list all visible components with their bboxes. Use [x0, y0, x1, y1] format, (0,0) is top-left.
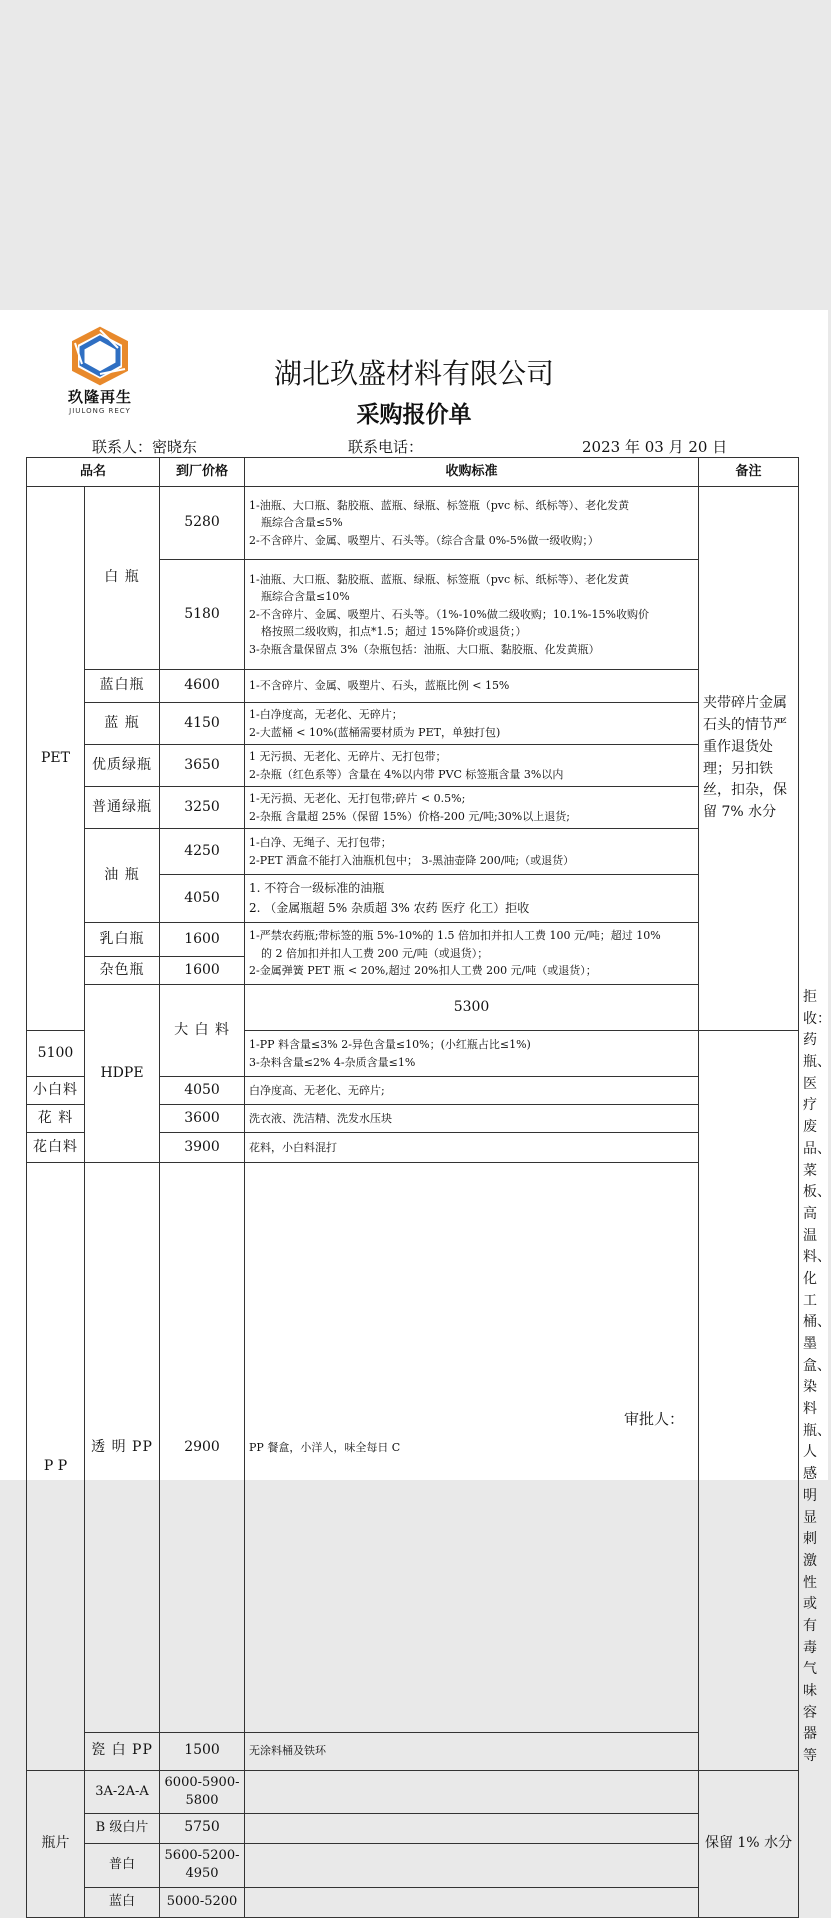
criteria-cell	[245, 787, 699, 829]
col-header-price: 到厂价格	[160, 458, 245, 487]
price-value: 4250	[160, 829, 245, 875]
table-row	[27, 1843, 799, 1887]
table-row	[27, 1770, 799, 1813]
document-title: 采购报价单	[356, 402, 472, 428]
product-name: 普白	[85, 1843, 160, 1887]
table-row	[27, 1813, 799, 1843]
price-value: 4600	[160, 670, 245, 703]
product-name: 花白料	[27, 1133, 85, 1163]
table-row: HDPE 大 白 料 5300 拒收：药瓶、医疗废品、菜板、高温料、化工桶、墨盒、染料瓶、人感明显刺激性或有毒气味容器等	[27, 985, 799, 1031]
table-header-row	[27, 458, 799, 487]
criteria-line: 2. （金属瓶超 5% 杂质超 3% 农药 医疗 化工）拒收	[249, 900, 530, 915]
table-row	[27, 745, 799, 787]
criteria-line: 1-白净度高，无老化、无碎片；	[249, 707, 403, 721]
criteria-line: 1-PP 料含量≤3% 2-异色含量≤10%；(小红瓶占比≤1%)	[249, 1037, 531, 1051]
table-row	[27, 487, 799, 560]
product-name: 蓝 瓶	[85, 703, 160, 745]
price-value: 3650	[160, 745, 245, 787]
price-value: 5180	[160, 560, 245, 670]
product-name: 蓝白瓶	[85, 670, 160, 703]
criteria-line: 2-PET 酒盒不能打入油瓶机包中； 3-黑油壶降 200/吨;（或退货）	[249, 853, 575, 867]
criteria-cell	[245, 1031, 699, 1077]
criteria-cell	[245, 1133, 699, 1163]
product-name: 乳白瓶	[85, 923, 160, 957]
company-name: 湖北玖盛材料有限公司	[273, 357, 554, 390]
product-name: 蓝白	[85, 1887, 160, 1917]
product-name: 小白料	[27, 1077, 85, 1105]
criteria-line: 无涂料桶及铁环	[249, 1744, 327, 1758]
criteria-cell	[245, 1813, 699, 1843]
product-name: 大 白 料	[160, 985, 245, 1077]
criteria-line: 2-杂瓶 含量超 25%（保留 15%）价格-200 元/吨;30%以上退货;	[249, 809, 570, 823]
price-value: 5600-5200-4950	[160, 1843, 245, 1887]
criteria-line: 瓶综合含量≤5%	[261, 516, 343, 530]
product-name: 透 明 PP	[85, 1163, 160, 1733]
table-row	[27, 1732, 799, 1770]
criteria-line: 洗衣液、洗洁精、洗发水压块	[249, 1111, 393, 1125]
criteria-line: 瓶综合含量≤10%	[261, 590, 350, 604]
price-value: 5300	[245, 985, 699, 1031]
table-row	[27, 670, 799, 703]
criteria-line: 1-油瓶、大口瓶、黏胶瓶、蓝瓶、绿瓶、标签瓶（pvc 标、纸标等）、老化发黄	[249, 572, 630, 586]
price-value: 5750	[160, 1813, 245, 1843]
price-value: 1600	[160, 923, 245, 957]
criteria-line: 2-大蓝桶 < 10%(蓝桶需要材质为 PET，单独打包)	[249, 725, 501, 739]
criteria-line: 1-不含碎片、金属、吸塑片、石头，蓝瓶比例 < 15%	[249, 679, 510, 693]
criteria-line: PP 餐盒，小洋人，味全每日 C	[249, 1440, 401, 1454]
price-value: 5280	[160, 487, 245, 560]
criteria-line: 1-油瓶、大口瓶、黏胶瓶、蓝瓶、绿瓶、标签瓶（pvc 标、纸标等）、老化发黄	[249, 498, 630, 512]
remark-flakes: 保留 1% 水分	[699, 1770, 799, 1917]
col-header-product: 品名	[27, 458, 160, 487]
product-name: 杂色瓶	[85, 957, 160, 985]
table-row	[27, 829, 799, 875]
criteria-line: 3-杂瓶含量保留点 3%（杂瓶包括：油瓶、大口瓶、黏胶瓶、化发黄瓶）	[249, 642, 600, 656]
product-name: 瓷 白 PP	[85, 1732, 160, 1770]
quote-date: 2023 年 03 月 20 日	[582, 438, 728, 456]
product-name: 优质绿瓶	[85, 745, 160, 787]
category-flakes: 瓶片	[27, 1770, 85, 1917]
criteria-cell	[245, 560, 699, 670]
contact-phone: 联系电话：	[348, 438, 424, 456]
criteria-cell	[245, 1163, 699, 1733]
col-header-remark: 备注	[699, 458, 799, 487]
table-row	[27, 1887, 799, 1917]
price-table	[26, 457, 831, 1918]
criteria-cell	[245, 923, 699, 985]
product-name: B 级白片	[85, 1813, 160, 1843]
price-value: 5000-5200	[160, 1887, 245, 1917]
col-header-standard: 收购标准	[245, 458, 699, 487]
criteria-line: 1-白净、无绳子、无打包带；	[249, 835, 392, 849]
price-value: 1600	[160, 957, 245, 985]
remark-pet: 夹带碎片金属石头的情节严重作退货处理；另扣铁丝，扣杂，保留 7% 水分	[699, 487, 799, 1031]
price-value: 5100	[27, 1031, 85, 1077]
logo-name-en: JIULONG RECY	[69, 407, 131, 415]
price-value: 2900	[160, 1163, 245, 1733]
product-name: 花 料	[27, 1105, 85, 1133]
criteria-line: 1 无污损、无老化、无碎片、无打包带；	[249, 749, 447, 763]
criteria-line: 3-杂料含量≤2% 4-杂质含量≤1%	[249, 1055, 416, 1069]
product-name: 3A-2A-A	[85, 1770, 160, 1813]
criteria-cell	[245, 1843, 699, 1887]
criteria-line: 2-不含碎片、金属、吸塑片、石头等。（1%-10%做二级收购；10.1%-15%收购价	[249, 607, 649, 621]
criteria-line: 花料，小白料混打	[249, 1140, 338, 1154]
product-name: 油 瓶	[85, 829, 160, 923]
criteria-line: 格按照二级收购，扣点*1.5；超过 15%降价或退货；）	[261, 625, 527, 639]
price-value: 3600	[160, 1105, 245, 1133]
price-value: 4050	[160, 1077, 245, 1105]
category-pp: P P	[27, 1163, 85, 1771]
price-value: 6000-5900-5800	[160, 1770, 245, 1813]
criteria-line: 的 2 倍加扣并扣人工费 200 元/吨（或退货）；	[261, 946, 489, 960]
price-value: 1500	[160, 1732, 245, 1770]
criteria-cell	[245, 1770, 699, 1813]
price-value: 4150	[160, 703, 245, 745]
logo-name-cn: 玖隆再生	[67, 388, 132, 406]
category-pet: PET	[27, 487, 85, 1031]
category-hdpe: HDPE	[85, 985, 160, 1163]
criteria-line: 1. 不符合一级标准的油瓶	[249, 881, 385, 896]
table-row	[27, 787, 799, 829]
quotation-sheet	[0, 310, 831, 1910]
criteria-cell	[245, 1887, 699, 1917]
criteria-cell	[245, 875, 699, 923]
contact-person: 联系人：密晓东	[92, 438, 198, 456]
criteria-cell	[245, 745, 699, 787]
criteria-cell	[245, 1105, 699, 1133]
criteria-cell	[245, 703, 699, 745]
table-row	[27, 703, 799, 745]
product-name: 普通绿瓶	[85, 787, 160, 829]
criteria-cell	[245, 670, 699, 703]
approver-label: 审批人：	[624, 1410, 685, 1428]
criteria-line: 2-金属弹簧 PET 瓶 < 20%,超过 20%扣人工费 200 元/吨（或退货）；	[249, 964, 597, 978]
criteria-line: 1-严禁农药瓶;带标签的瓶 5%-10%的 1.5 倍加扣并扣人工费 100 元/吨；超过 10%	[249, 929, 661, 943]
criteria-cell	[245, 487, 699, 560]
price-value: 3900	[160, 1133, 245, 1163]
criteria-line: 1-无污损、无老化、无打包带;碎片 < 0.5%;	[249, 791, 466, 805]
price-value: 4050	[160, 875, 245, 923]
criteria-line: 2-杂瓶（红色系等）含量在 4%以内带 PVC 标签瓶含量 3%以内	[249, 767, 564, 781]
table-row	[27, 1163, 799, 1733]
table-row	[27, 923, 799, 957]
criteria-line: 白净度高、无老化、无碎片;	[249, 1083, 385, 1097]
criteria-cell	[245, 1077, 699, 1105]
price-value: 3250	[160, 787, 245, 829]
criteria-line: 2-不含碎片、金属、吸塑片、石头等。（综合含量 0%-5%做一级收购；）	[249, 533, 599, 547]
criteria-cell	[245, 829, 699, 875]
product-name: 白 瓶	[85, 487, 160, 670]
criteria-cell	[245, 1732, 699, 1770]
